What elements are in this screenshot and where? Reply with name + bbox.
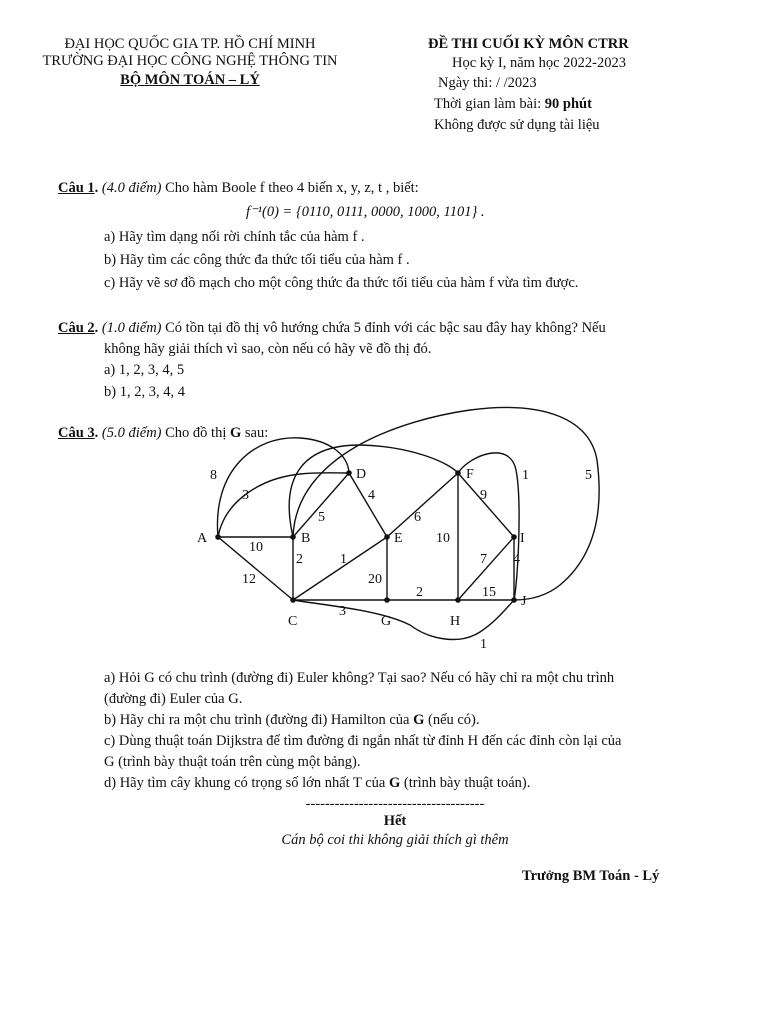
- vertex-e: [384, 534, 390, 540]
- vertex-label-h: H: [450, 614, 461, 629]
- q3-graph-name: G: [413, 712, 425, 728]
- weight-label: 8: [210, 468, 217, 483]
- weight-label: 20: [368, 572, 382, 587]
- vertex-i: [511, 534, 517, 540]
- exam-date: Ngày thi: / /2023: [438, 75, 537, 91]
- vertex-label-j: J: [521, 594, 527, 609]
- vertex-label-i: I: [520, 531, 525, 546]
- vertex-label-d: D: [356, 467, 367, 482]
- department-name: BỘ MÔN TOÁN – LÝ: [120, 72, 260, 88]
- q3-part-b-text: b) Hãy chỉ ra một chu trình (đường đi) Hamilton của: [104, 712, 414, 728]
- vertex-label-a: A: [197, 531, 208, 546]
- q3-graph-name: G: [389, 775, 401, 791]
- end-divider: -------------------------------------: [305, 796, 485, 812]
- exam-term: Học kỳ I, năm học 2022-2023: [452, 55, 626, 71]
- q3-intro: Câu 3. (5.0 điểm) Cho đồ thị G sau:: [58, 425, 269, 441]
- q3-label: Câu 3: [58, 425, 95, 441]
- q3-part-b-suffix: (nếu có).: [424, 712, 480, 728]
- q3-part-a-line1: a) Hỏi G có chu trình (đường đi) Euler không? Tại sao? Nếu có hãy chỉ ra một chu trình: [104, 670, 615, 686]
- weight-label: 6: [414, 510, 421, 525]
- vertex-j: [511, 597, 517, 603]
- edge-a-d-curve: [217, 438, 349, 537]
- proctor-note: Cán bộ coi thi không giải thích gì thêm: [281, 832, 509, 848]
- q2-part-b: b) 1, 2, 3, 4, 4: [104, 384, 185, 400]
- q3-part-d: [104, 775, 530, 792]
- q3-graph-name: G: [230, 425, 242, 441]
- weight-label: 2: [416, 585, 423, 600]
- edge-b-d: [293, 473, 349, 537]
- edge-b-j-big-curve: [293, 407, 599, 600]
- weight-label: 10: [436, 531, 450, 546]
- edge-a-d-inner: [218, 473, 349, 537]
- edge-e-c: [293, 537, 387, 600]
- weight-label: 3: [339, 604, 346, 619]
- end-mark: Hết: [383, 813, 407, 829]
- q3-intro-text: Cho đồ thị: [161, 425, 230, 441]
- q2-points: (1.0 điểm): [101, 320, 162, 336]
- q3-intro-suffix: sau:: [241, 425, 269, 441]
- weight-label: 7: [480, 552, 487, 567]
- vertex-a: [215, 534, 221, 540]
- vertex-label-e: E: [394, 531, 403, 546]
- q3-part-d-suffix: (trình bày thuật toán).: [400, 775, 531, 791]
- vertex-g: [384, 597, 390, 603]
- weight-label: 5: [585, 468, 592, 483]
- q3-part-b: [104, 712, 480, 729]
- q2-label: Câu 2: [58, 320, 95, 336]
- edge-c-j-bottom-curve: [293, 600, 514, 639]
- signer-title: Trưởng BM Toán - Lý: [522, 868, 660, 884]
- duration-label: Thời gian làm bài:: [434, 96, 545, 112]
- vertex-d: [346, 470, 352, 476]
- q2-intro-2: không hãy giải thích vì sao, còn nếu có hãy vẽ đồ thị đó.: [104, 341, 432, 357]
- q3-part-d-text: d) Hãy tìm cây khung có trọng số lớn nhất T của: [104, 775, 389, 791]
- q1-formula: f⁻¹(0) = {0110, 0111, 0000, 1000, 1101} .: [246, 204, 485, 220]
- q2-intro-text: Có tồn tại đồ thị vô hướng chứa 5 đỉnh với các bậc sau đây hay không? Nếu: [161, 320, 606, 336]
- faculty-name: TRƯỜNG ĐẠI HỌC CÔNG NGHỆ THÔNG TIN: [42, 53, 338, 69]
- q3-part-c-line2: G (trình bày thuật toán trên cùng một bảng).: [104, 754, 361, 770]
- weight-label: 5: [318, 510, 325, 525]
- weight-label: 15: [482, 585, 496, 600]
- weight-label: 2: [296, 552, 303, 567]
- q1-label: Câu 1: [58, 180, 95, 196]
- q3-points: (5.0 điểm): [101, 425, 162, 441]
- q1-part-b: b) Hãy tìm các công thức đa thức tối tiểu của hàm f .: [104, 252, 410, 268]
- exam-title: ĐỀ THI CUỐI KỲ MÔN CTRR: [428, 36, 629, 52]
- q1-part-a: a) Hãy tìm dạng nối rời chính tắc của hàm f .: [104, 229, 365, 245]
- q1-points: (4.0 điểm): [101, 180, 162, 196]
- vertex-b: [290, 534, 296, 540]
- q1-intro-text: Cho hàm Boole f theo 4 biến x, y, z, t , biết:: [161, 180, 419, 196]
- q3-part-c-line1: c) Dùng thuật toán Dijkstra để tìm đường đi ngắn nhất từ đỉnh H đến các đỉnh còn lại của: [104, 733, 622, 749]
- vertex-label-c: C: [288, 614, 298, 629]
- vertex-h: [455, 597, 461, 603]
- weight-label: 10: [249, 540, 263, 555]
- weight-label: 12: [242, 572, 256, 587]
- weight-label: 3: [242, 488, 249, 503]
- edge-e-f: [387, 473, 458, 537]
- duration-value: 90 phút: [544, 96, 592, 112]
- weight-label: 4: [513, 552, 520, 567]
- q3-part-a-line2: (đường đi) Euler của G.: [104, 691, 243, 707]
- vertex-c: [290, 597, 296, 603]
- q1-part-c: c) Hãy vẽ sơ đồ mạch cho một công thức đa thức tối tiểu của hàm f vừa tìm được.: [104, 275, 579, 291]
- university-name: ĐẠI HỌC QUỐC GIA TP. HỒ CHÍ MINH: [64, 36, 316, 52]
- vertex-f: [455, 470, 461, 476]
- edge-d-e: [349, 473, 387, 537]
- q1-intro: Câu 1. (4.0 điểm) Cho hàm Boole f theo 4 biến x, y, z, t , biết:: [58, 180, 419, 196]
- vertex-label-b: B: [301, 531, 311, 546]
- q2-intro: Câu 2. (1.0 điểm) Có tồn tại đồ thị vô hướng chứa 5 đỉnh với các bậc sau đây hay không? Nếu: [58, 320, 606, 336]
- exam-note: Không được sử dụng tài liệu: [434, 117, 600, 133]
- weight-label: 1: [480, 637, 487, 652]
- vertex-label-f: F: [466, 467, 474, 482]
- vertex-label-g: G: [381, 614, 392, 629]
- weight-label: 4: [368, 488, 375, 503]
- q2-part-a: a) 1, 2, 3, 4, 5: [104, 362, 185, 378]
- weight-label: 9: [480, 488, 487, 503]
- edge-f-i: [458, 473, 514, 537]
- weight-label: 1: [522, 468, 529, 483]
- weight-label: 1: [340, 552, 347, 567]
